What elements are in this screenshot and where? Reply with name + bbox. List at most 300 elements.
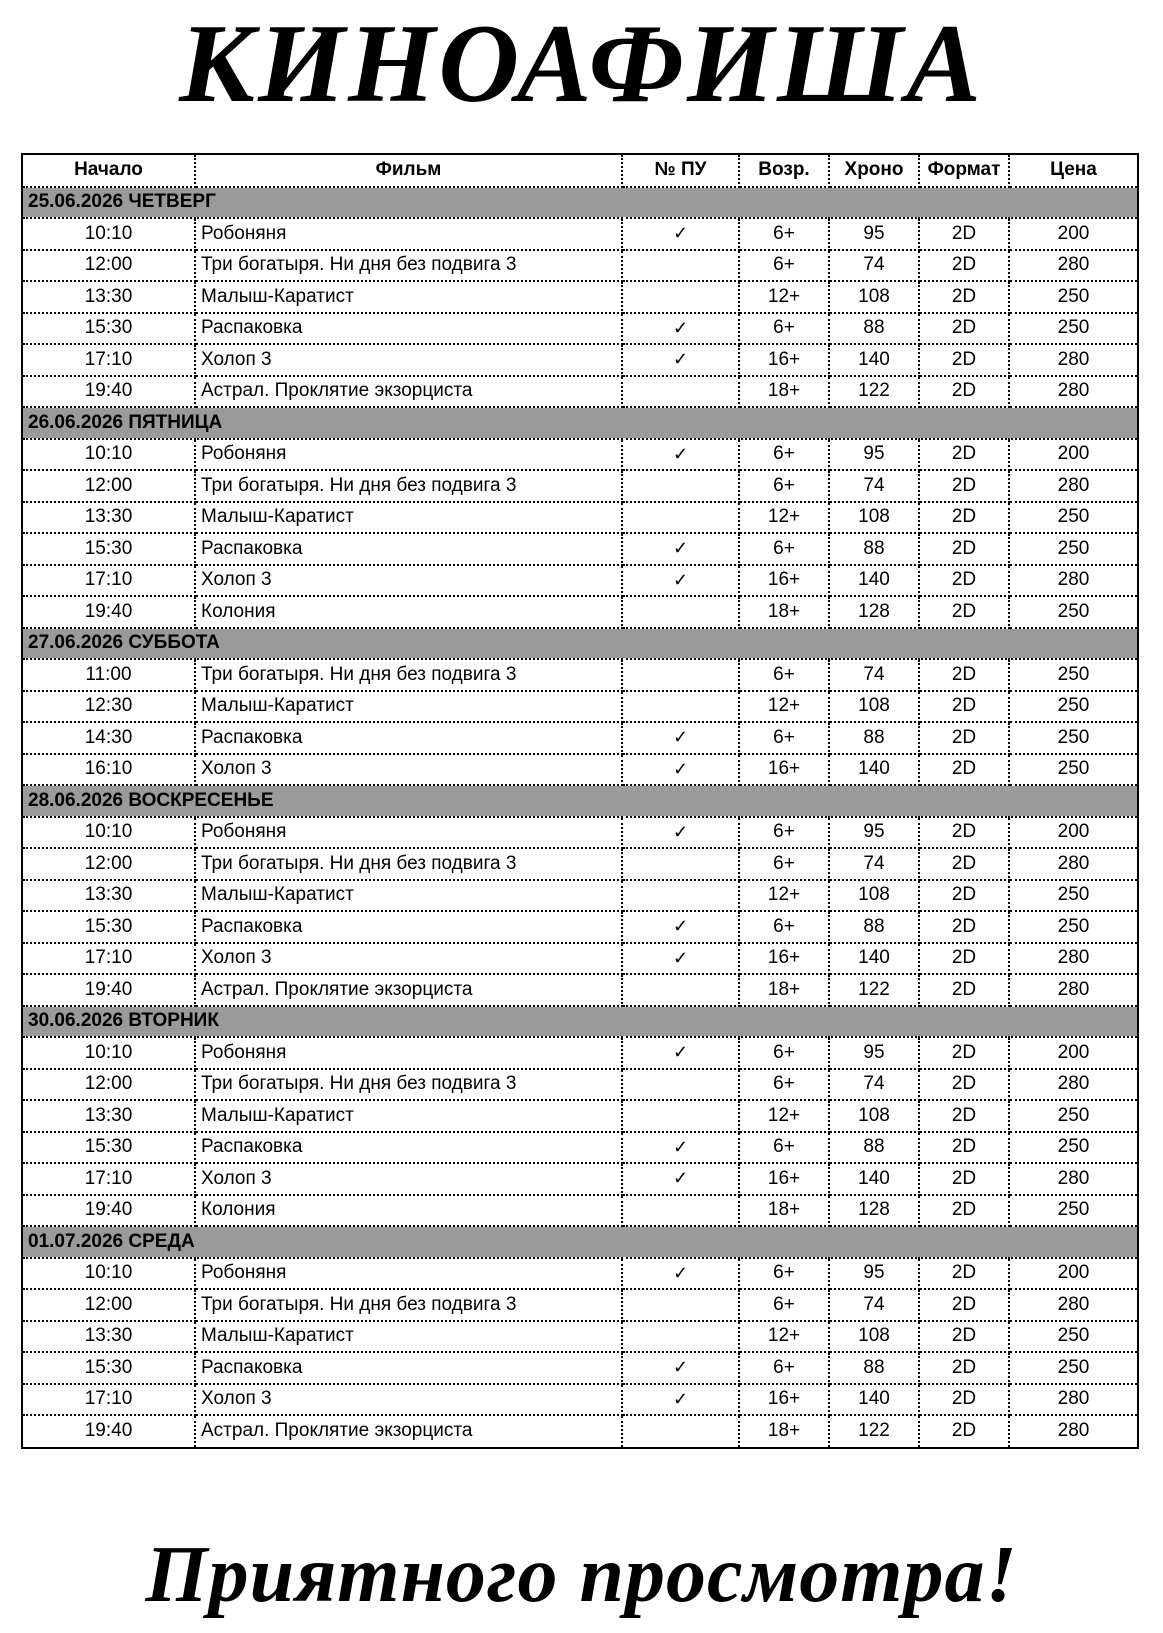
session-pu: [622, 1384, 739, 1416]
session-time: 17:10: [23, 1163, 195, 1195]
session-time: 10:10: [23, 439, 195, 471]
session-age: 18+: [739, 1415, 829, 1447]
table-row: [23, 533, 1137, 565]
column-header-price: Цена: [1009, 155, 1137, 187]
day-header-row: [23, 1006, 1137, 1038]
session-duration: 74: [829, 659, 919, 691]
session-duration: 88: [829, 1132, 919, 1164]
session-age: 6+: [739, 470, 829, 502]
session-pu: [622, 848, 739, 880]
session-pu: [622, 1132, 739, 1164]
session-format: 2D: [919, 596, 1009, 628]
table-row: [23, 1163, 1137, 1195]
day-label: 01.07.2026 СРЕДА: [23, 1226, 1137, 1258]
session-time: 19:40: [23, 596, 195, 628]
session-age: 16+: [739, 565, 829, 597]
session-duration: 128: [829, 596, 919, 628]
checkmark-icon: ✓: [672, 758, 689, 779]
session-time: 13:30: [23, 281, 195, 313]
session-duration: 122: [829, 1415, 919, 1447]
session-pu: [622, 1195, 739, 1227]
day-header-row: [23, 407, 1137, 439]
checkmark-icon: ✓: [672, 727, 689, 748]
session-film: Распаковка: [195, 1352, 622, 1384]
day-label: 30.06.2026 ВТОРНИК: [23, 1006, 1137, 1038]
session-pu: [622, 533, 739, 565]
day-header-row: [23, 1226, 1137, 1258]
session-film: Распаковка: [195, 911, 622, 943]
session-format: 2D: [919, 1321, 1009, 1353]
session-format: 2D: [919, 1289, 1009, 1321]
session-time: 17:10: [23, 1384, 195, 1416]
session-price: 200: [1009, 817, 1137, 849]
session-age: 18+: [739, 1195, 829, 1227]
column-header-start: Начало: [23, 155, 195, 187]
table-row: [23, 817, 1137, 849]
column-header-film: Фильм: [195, 155, 622, 187]
session-age: 6+: [739, 439, 829, 471]
session-format: 2D: [919, 817, 1009, 849]
session-format: 2D: [919, 281, 1009, 313]
table-row: [23, 502, 1137, 534]
session-price: 200: [1009, 439, 1137, 471]
session-price: 280: [1057, 1420, 1090, 1442]
checkmark-icon: ✓: [672, 317, 689, 338]
session-price: 250: [1009, 754, 1137, 786]
session-film: Малыш-Каратист: [195, 880, 622, 912]
session-price: 280: [1009, 1384, 1137, 1416]
column-header-pu: № ПУ: [622, 155, 739, 187]
session-price: 250: [1009, 596, 1137, 628]
session-time: 12:00: [23, 1289, 195, 1321]
session-film: Три богатыря. Ни дня без подвига 3: [195, 1289, 622, 1321]
checkmark-icon: ✓: [672, 349, 689, 370]
session-price: 250: [1009, 502, 1137, 534]
table-row: [23, 376, 1137, 408]
session-film: Астрал. Проклятие экзорциста: [195, 1415, 622, 1447]
session-age: 6+: [739, 722, 829, 754]
session-duration: 140: [829, 943, 919, 975]
day-header-row: [23, 187, 1137, 219]
session-time: 12:00: [23, 250, 195, 282]
session-age: 16+: [739, 943, 829, 975]
checkmark-icon: ✓: [672, 1136, 689, 1157]
session-format: 2D: [919, 754, 1009, 786]
session-time: 12:30: [23, 691, 195, 723]
session-pu: [622, 281, 739, 313]
session-price: 280: [1009, 974, 1137, 1006]
session-time: 12:00: [23, 470, 195, 502]
session-time: 17:10: [23, 943, 195, 975]
session-price: 200: [1009, 1037, 1137, 1069]
session-duration: 88: [829, 1352, 919, 1384]
session-pu: [622, 659, 739, 691]
checkmark-icon: ✓: [672, 1388, 689, 1409]
session-format: 2D: [919, 218, 1009, 250]
session-film: Малыш-Каратист: [195, 502, 622, 534]
session-age: 12+: [739, 1321, 829, 1353]
checkmark-icon: ✓: [672, 1357, 689, 1378]
session-duration: 95: [829, 1037, 919, 1069]
session-pu: [622, 1321, 739, 1353]
session-time: 11:00: [23, 659, 195, 691]
session-pu: [622, 565, 739, 597]
session-time: 10:10: [23, 1258, 195, 1290]
table-row: [23, 848, 1137, 880]
session-time: 13:30: [23, 880, 195, 912]
session-duration: 140: [829, 1163, 919, 1195]
session-film: Робоняня: [195, 439, 622, 471]
table-row: [23, 1132, 1137, 1164]
checkmark-icon: ✓: [672, 821, 689, 842]
session-duration: 95: [829, 817, 919, 849]
session-price: 250: [1009, 722, 1137, 754]
day-label: 28.06.2026 ВОСКРЕСЕНЬЕ: [23, 785, 1137, 817]
session-age: 6+: [739, 1258, 829, 1290]
session-pu: [622, 1069, 739, 1101]
day-label: 27.06.2026 СУББОТА: [23, 628, 1137, 660]
session-film: Малыш-Каратист: [195, 691, 622, 723]
session-price: 280: [1009, 848, 1137, 880]
session-duration: 88: [829, 722, 919, 754]
session-film: Три богатыря. Ни дня без подвига 3: [195, 659, 622, 691]
session-time: 19:40: [23, 376, 195, 408]
session-age: 16+: [739, 1384, 829, 1416]
session-pu: [622, 439, 739, 471]
table-row: [23, 880, 1137, 912]
session-price: 280: [1009, 376, 1137, 408]
session-price: 250: [1009, 533, 1137, 565]
session-pu: [622, 1352, 739, 1384]
checkmark-icon: ✓: [672, 916, 689, 937]
session-film: Холоп 3: [195, 1384, 622, 1416]
session-duration: 74: [829, 1289, 919, 1321]
session-price: 250: [1009, 1100, 1137, 1132]
session-duration: 122: [829, 376, 919, 408]
table-row: [23, 596, 1137, 628]
session-pu: [622, 1258, 739, 1290]
session-time: 17:10: [23, 565, 195, 597]
session-duration: 74: [829, 848, 919, 880]
header-row: [23, 155, 1137, 187]
session-pu: [622, 911, 739, 943]
session-price: 280: [1009, 344, 1137, 376]
session-film: Три богатыря. Ни дня без подвига 3: [195, 470, 622, 502]
session-format: 2D: [919, 1195, 1009, 1227]
session-time: 10:10: [23, 1037, 195, 1069]
session-age: 16+: [739, 344, 829, 376]
session-price: 200: [1009, 218, 1137, 250]
session-age: 6+: [739, 817, 829, 849]
session-time: 12:00: [23, 848, 195, 880]
session-format: 2D: [919, 533, 1009, 565]
session-duration: 95: [829, 439, 919, 471]
session-pu: [622, 1163, 739, 1195]
session-price: 250: [1009, 691, 1137, 723]
session-age: 6+: [739, 533, 829, 565]
session-price: 250: [1009, 911, 1137, 943]
table-row: [23, 1289, 1137, 1321]
table-row: [23, 313, 1137, 345]
session-pu: [622, 1037, 739, 1069]
session-pu: [622, 1289, 739, 1321]
session-price: 280: [1009, 1289, 1137, 1321]
session-pu: [622, 470, 739, 502]
session-format: 2D: [919, 1384, 1009, 1416]
session-duration: 122: [829, 974, 919, 1006]
checkmark-icon: ✓: [672, 569, 689, 590]
session-format: 2D: [919, 880, 1009, 912]
table-row: [23, 691, 1137, 723]
day-label: 25.06.2026 ЧЕТВЕРГ: [23, 187, 1137, 219]
session-film: Астрал. Проклятие экзорциста: [195, 376, 622, 408]
session-format: 2D: [919, 974, 1009, 1006]
session-format: 2D: [919, 1163, 1009, 1195]
table-row: [23, 470, 1137, 502]
session-age: 6+: [739, 1289, 829, 1321]
footer-message: Приятного просмотра!: [145, 1531, 1018, 1619]
session-film: Робоняня: [195, 817, 622, 849]
session-duration: 140: [829, 565, 919, 597]
table-row: [23, 1069, 1137, 1101]
session-pu: [622, 754, 739, 786]
session-format: 2D: [919, 1037, 1009, 1069]
table-row: [23, 1195, 1137, 1227]
session-time: 15:30: [23, 313, 195, 345]
session-time: 15:30: [23, 533, 195, 565]
session-format: 2D: [919, 1258, 1009, 1290]
session-film: Колония: [195, 596, 622, 628]
session-age: 6+: [739, 1037, 829, 1069]
session-format: 2D: [919, 691, 1009, 723]
session-format: 2D: [919, 1100, 1009, 1132]
session-price: 280: [1009, 250, 1137, 282]
session-format: 2D: [919, 659, 1009, 691]
session-time: 19:40: [23, 1415, 195, 1447]
session-format: 2D: [919, 911, 1009, 943]
session-price: 280: [1009, 470, 1137, 502]
session-pu: [622, 974, 739, 1006]
session-price: 280: [1009, 1069, 1137, 1101]
checkmark-icon: ✓: [672, 538, 689, 559]
table-row: [23, 281, 1137, 313]
table-row: [23, 1384, 1137, 1416]
session-film: Три богатыря. Ни дня без подвига 3: [195, 848, 622, 880]
table-row: [23, 250, 1137, 282]
column-header-duration: Хроно: [829, 155, 919, 187]
session-duration: 108: [829, 1100, 919, 1132]
table-row: [23, 1352, 1137, 1384]
session-price: 250: [1009, 1195, 1137, 1227]
session-price: 250: [1009, 659, 1137, 691]
session-duration: 108: [829, 281, 919, 313]
session-film: Робоняня: [195, 1037, 622, 1069]
checkmark-icon: ✓: [672, 1042, 689, 1063]
session-duration: 88: [829, 911, 919, 943]
session-price: 280: [1009, 1163, 1137, 1195]
day-header-row: [23, 628, 1137, 660]
session-film: Астрал. Проклятие экзорциста: [195, 974, 622, 1006]
session-time: 13:30: [23, 1321, 195, 1353]
session-duration: 74: [829, 250, 919, 282]
session-film: Холоп 3: [195, 565, 622, 597]
session-price: 250: [1009, 313, 1137, 345]
table-row: [23, 565, 1137, 597]
session-film: Три богатыря. Ни дня без подвига 3: [195, 1069, 622, 1101]
table-row: [23, 1258, 1137, 1290]
session-age: 12+: [739, 281, 829, 313]
session-pu: [622, 1100, 739, 1132]
session-film: Малыш-Каратист: [195, 281, 622, 313]
session-price: 200: [1009, 1258, 1137, 1290]
session-film: Распаковка: [195, 533, 622, 565]
session-time: 16:10: [23, 754, 195, 786]
session-format: 2D: [919, 250, 1009, 282]
session-time: 10:10: [23, 218, 195, 250]
session-format: 2D: [919, 943, 1009, 975]
session-time: 13:30: [23, 502, 195, 534]
session-duration: 88: [829, 533, 919, 565]
session-pu: [622, 596, 739, 628]
session-time: 12:00: [23, 1069, 195, 1101]
session-format: 2D: [919, 1352, 1009, 1384]
session-duration: 108: [829, 1321, 919, 1353]
session-film: Робоняня: [195, 1258, 622, 1290]
session-duration: 140: [829, 754, 919, 786]
session-age: 18+: [739, 376, 829, 408]
session-format: 2D: [919, 1069, 1009, 1101]
session-film: Распаковка: [195, 1132, 622, 1164]
session-age: 6+: [739, 218, 829, 250]
session-time: 17:10: [23, 344, 195, 376]
page-title: КИНОАФИША: [179, 2, 984, 126]
table-row: [23, 1100, 1137, 1132]
table-row: [23, 1037, 1137, 1069]
table-row: [23, 659, 1137, 691]
checkmark-icon: ✓: [672, 1262, 689, 1283]
session-duration: 74: [829, 470, 919, 502]
day-header-row: [23, 785, 1137, 817]
session-format: 2D: [919, 376, 1009, 408]
session-age: 6+: [739, 1132, 829, 1164]
session-price: 250: [1009, 1132, 1137, 1164]
session-film: Робоняня: [195, 218, 622, 250]
checkmark-icon: ✓: [672, 1168, 689, 1189]
session-pu: [622, 691, 739, 723]
session-age: 6+: [739, 659, 829, 691]
session-format: 2D: [919, 470, 1009, 502]
table-row: [23, 439, 1137, 471]
session-age: 16+: [739, 1163, 829, 1195]
session-duration: 108: [829, 502, 919, 534]
session-format: 2D: [919, 344, 1009, 376]
session-time: 15:30: [23, 1132, 195, 1164]
session-age: 12+: [739, 691, 829, 723]
session-pu: [622, 344, 739, 376]
table-row: [23, 974, 1137, 1006]
session-format: 2D: [919, 1415, 1009, 1447]
table-row: [23, 754, 1137, 786]
session-film: Холоп 3: [195, 754, 622, 786]
session-film: Холоп 3: [195, 1163, 622, 1195]
session-format: 2D: [919, 565, 1009, 597]
session-time: 13:30: [23, 1100, 195, 1132]
session-format: 2D: [919, 502, 1009, 534]
session-age: 16+: [739, 754, 829, 786]
session-time: 15:30: [23, 1352, 195, 1384]
session-price: 280: [1009, 943, 1137, 975]
session-format: 2D: [919, 439, 1009, 471]
session-film: Малыш-Каратист: [195, 1100, 622, 1132]
session-age: 18+: [739, 974, 829, 1006]
session-pu: [622, 502, 739, 534]
session-age: 12+: [739, 880, 829, 912]
session-duration: 128: [829, 1195, 919, 1227]
session-pu: [622, 250, 739, 282]
session-age: 6+: [739, 1069, 829, 1101]
session-price: 250: [1009, 281, 1137, 313]
table-row: [23, 218, 1137, 250]
checkmark-icon: ✓: [672, 223, 689, 244]
session-price: 250: [1009, 880, 1137, 912]
session-format: 2D: [919, 722, 1009, 754]
session-age: 6+: [739, 911, 829, 943]
session-duration: 95: [829, 218, 919, 250]
session-duration: 108: [829, 691, 919, 723]
session-format: 2D: [919, 848, 1009, 880]
session-duration: 88: [829, 313, 919, 345]
session-film: Распаковка: [195, 313, 622, 345]
column-header-format: Формат: [919, 155, 1009, 187]
session-age: 6+: [739, 848, 829, 880]
session-duration: 74: [829, 1069, 919, 1101]
session-duration: 140: [829, 344, 919, 376]
session-pu: [622, 817, 739, 849]
session-film: Холоп 3: [195, 943, 622, 975]
session-age: 12+: [739, 502, 829, 534]
table-row: [23, 1321, 1137, 1353]
table-row: [23, 344, 1137, 376]
session-time: 19:40: [23, 1195, 195, 1227]
session-pu: [622, 880, 739, 912]
table-row: [23, 943, 1137, 975]
checkmark-icon: ✓: [672, 947, 689, 968]
session-age: 18+: [739, 596, 829, 628]
session-duration: 95: [829, 1258, 919, 1290]
session-age: 6+: [739, 313, 829, 345]
schedule-body: [23, 187, 1137, 1447]
session-time: 14:30: [23, 722, 195, 754]
session-format: 2D: [919, 313, 1009, 345]
table-row: [23, 722, 1137, 754]
session-price: 250: [1009, 1321, 1137, 1353]
table-row: [23, 911, 1137, 943]
session-film: Распаковка: [195, 722, 622, 754]
session-time: 10:10: [23, 817, 195, 849]
session-pu: [622, 218, 739, 250]
session-film: Три богатыря. Ни дня без подвига 3: [195, 250, 622, 282]
session-duration: 108: [829, 880, 919, 912]
session-price: 250: [1009, 1352, 1137, 1384]
session-pu: [622, 376, 739, 408]
session-age: 6+: [739, 250, 829, 282]
session-film: Холоп 3: [195, 344, 622, 376]
checkmark-icon: ✓: [672, 443, 689, 464]
session-pu: [622, 1415, 739, 1447]
session-price: 280: [1009, 565, 1137, 597]
session-film: Малыш-Каратист: [195, 1321, 622, 1353]
day-label: 26.06.2026 ПЯТНИЦА: [23, 407, 1137, 439]
